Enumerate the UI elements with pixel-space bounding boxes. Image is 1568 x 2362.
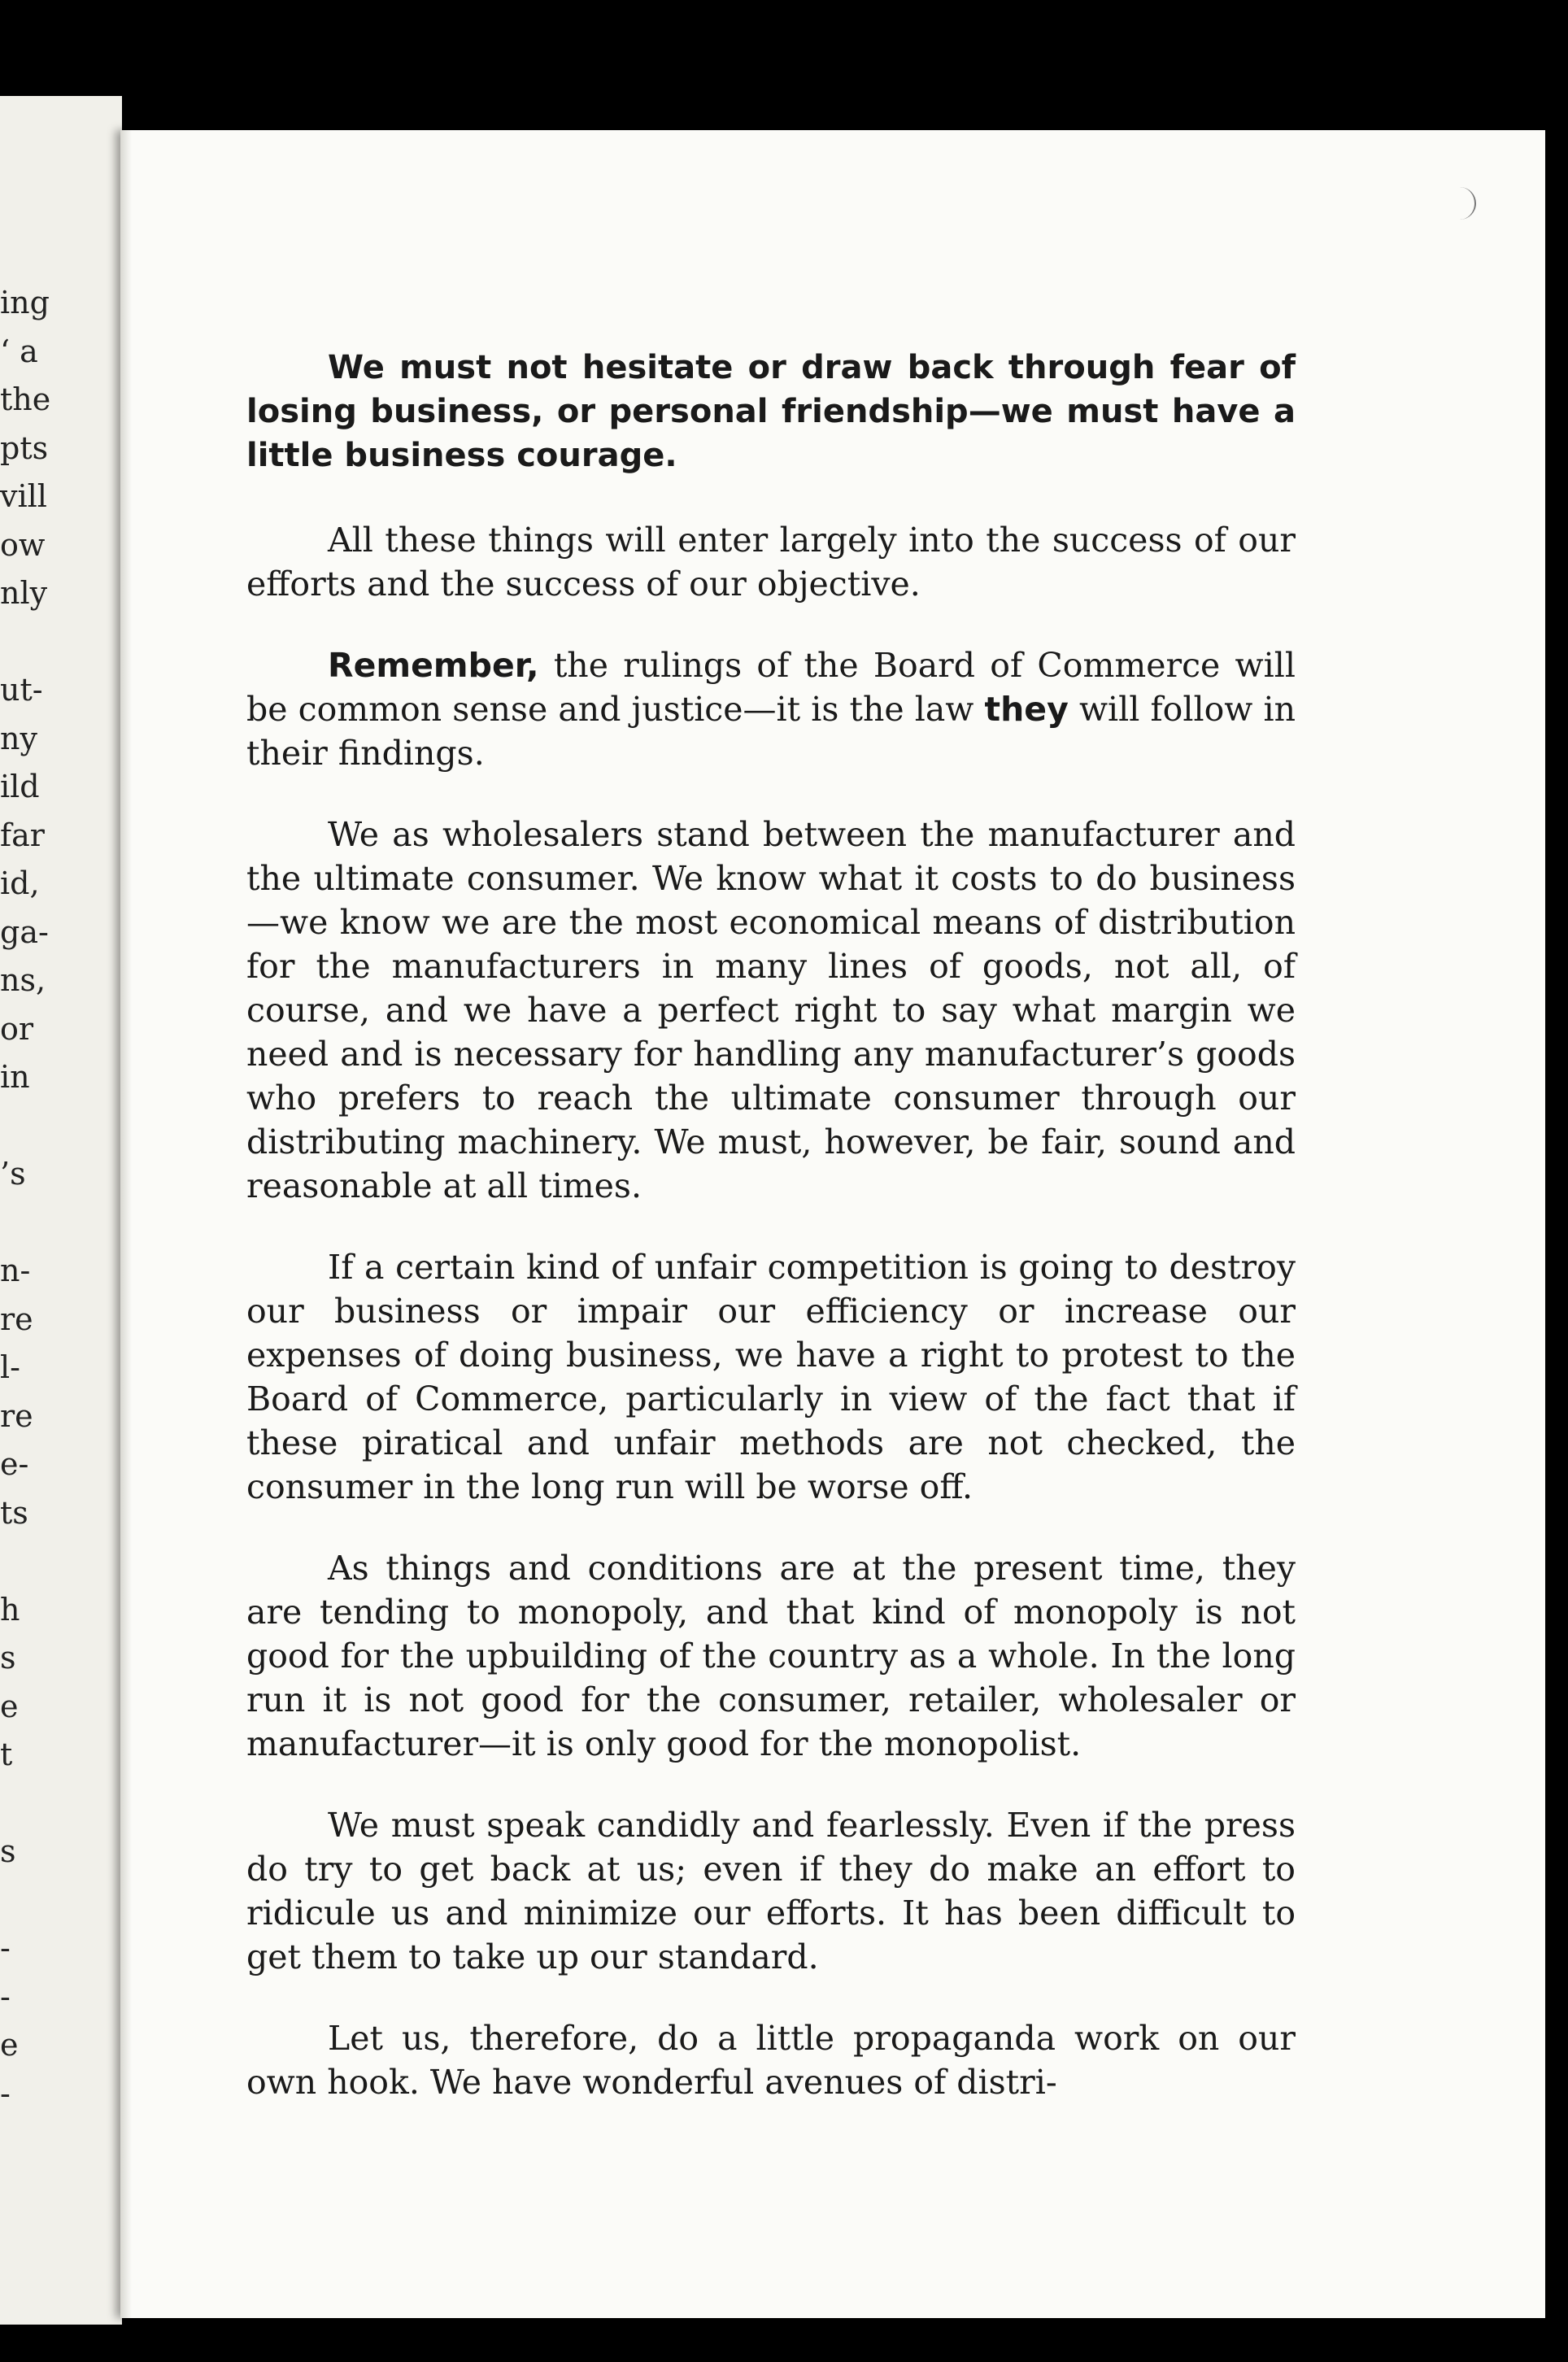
left-page <box>0 96 122 2325</box>
paragraph-3 <box>246 643 1296 775</box>
left-page-text-fragments: ing ‘ a the pts vill ow nly ut- ny ild far id, ga- ns, or in ’s n- re l- re e- ts h s e t s - - e - <box>0 285 51 2111</box>
paragraph-2: All these things will enter largely into the success of our efforts and the success of our objective. <box>246 521 1296 604</box>
paragraph-4: We as wholesalers stand between the manufacturer and the ultimate consumer. We know what it costs to do business—we know we are the most economical means of distribution for the manufacturers in many lines of goods, not all, of course, and we have a perfect right to say what margin we need and is necessary for handling any manufacturer’s goods who prefers to reach the ultimate consumer through our distributing machinery. We must, however, be fair, sound and reasonable at all times. <box>246 815 1296 1205</box>
corner-mark <box>1458 187 1476 220</box>
paragraph-1: We must not hesitate or draw back through fear of losing business, or personal friendship—we must have a little business courage. <box>246 349 1296 474</box>
paragraph-6: As things and conditions are at the present time, they are tending to monopoly, and that kind of monopoly is not good for the upbuilding of the country as a whole. In the long run it is not good for the consumer, retailer, wholesaler or manufacturer—it is only good for the monopolist. <box>246 1549 1296 1763</box>
paragraph-5: If a certain kind of unfair competition is going to destroy our business or impair our efficiency or increase our expenses of doing business, we have a right to protest to the Board of Commerce, particularly in view of the fact that if these piratical and unfair methods are not checked, the consumer in the long run will be worse off. <box>246 1248 1296 1506</box>
they-bold-word: they <box>984 690 1069 729</box>
paragraph-3-text-before: the rulings of the Board of Commerce will be common sense and justice—it is the law <box>246 646 1296 729</box>
page-gutter-edge <box>120 130 132 2318</box>
paragraph-3-text-after: will follow in their findings. <box>246 690 1296 773</box>
paragraph-7: We must speak candidly and fearlessly. Even if the press do try to get back at us; even if they do make an effort to ridicule us and minimize our efforts. It has been difficult to get them to take up our standard. <box>246 1806 1296 1976</box>
right-page <box>120 130 1545 2318</box>
remember-lead-word: Remember, <box>328 646 539 685</box>
paragraph-8: Let us, therefore, do a little propaganda work on our own hook. We have wonderful avenues of distri- <box>246 2019 1296 2102</box>
body-text <box>246 346 1296 2142</box>
